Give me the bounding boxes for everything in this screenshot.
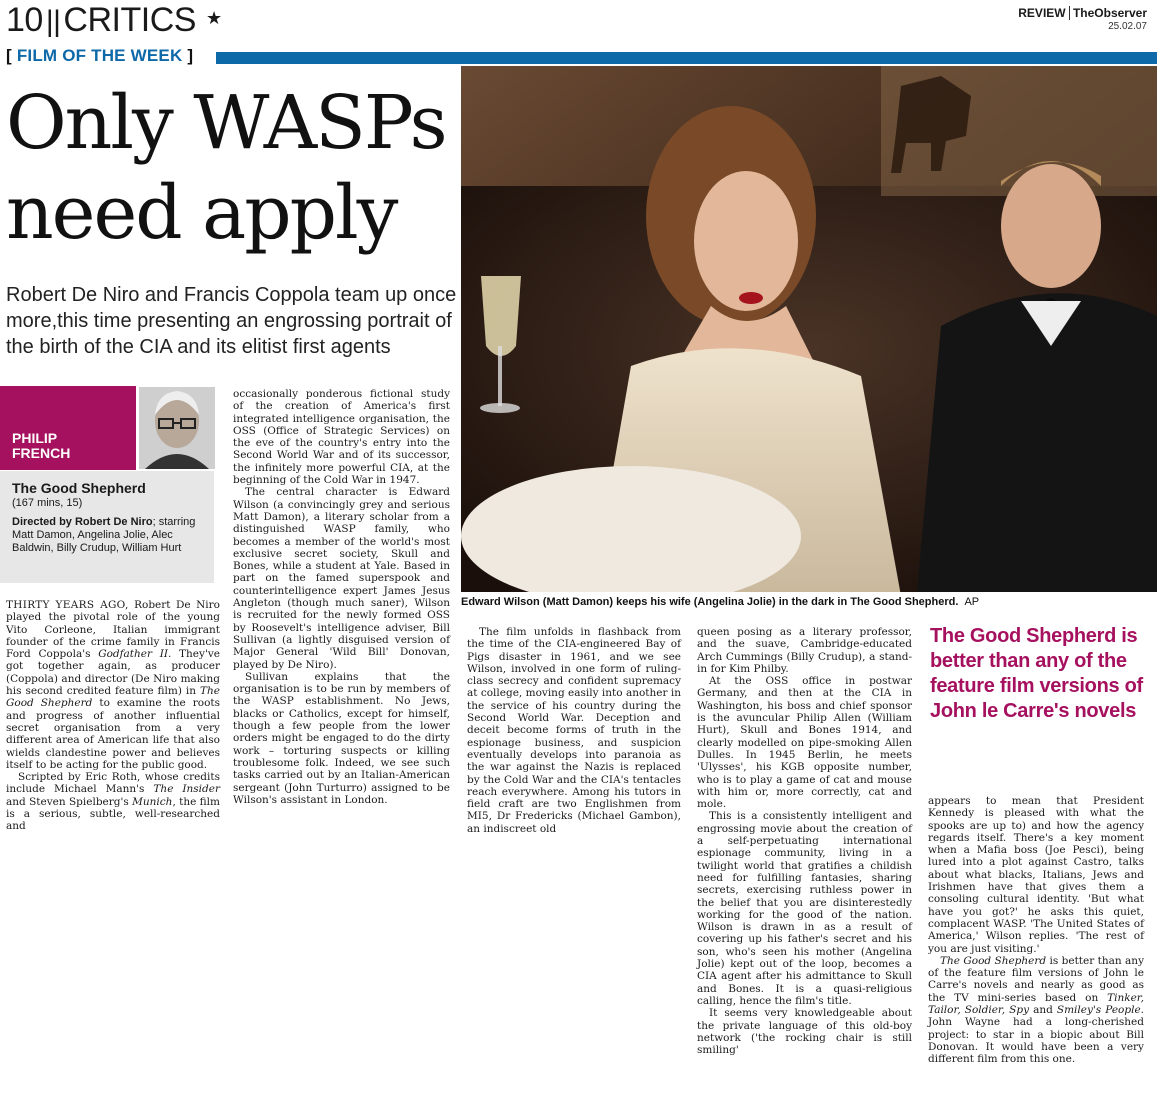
film-credits (12, 516, 208, 555)
paragraph: It seems very knowledgeable about the private language of this old-boy network ('the rocking chair is still smiling' (697, 1007, 912, 1057)
text-run: to examine the roots and progress of another influential secret organisation from a very different area of American life that also wields clandestine power and believes itself to be acting for the public good. (6, 697, 221, 771)
body-column-1 (6, 599, 220, 833)
kicker (6, 46, 193, 66)
kicker-bracket-open: [ (6, 46, 12, 65)
paragraph (6, 771, 220, 832)
masthead-section: REVIEW (1018, 6, 1066, 20)
kicker-bracket-close: ] (187, 46, 194, 65)
paragraph (928, 795, 1144, 955)
film-still-photo (461, 66, 1157, 592)
critic-portrait (139, 387, 215, 469)
italic-title: Smiley's People (1056, 1004, 1141, 1017)
paragraph: The central character is Edward Wilson (a convincingly grey and serious Matt Damon), a literary scholar from a distinguished WASP family, who becomes a member of the world's most exclusive secret society, Skull and Bones, while a student at Yale. Based in part on the famed superspook and counterintelligence expert James Jesus Angleton (though much saner), Wilson is recruited for the newly formed OSS by Roosevelt's intelligence adviser, Bill Sullivan (a lightly disguised version of Major General 'Wild Bill' Donovan, played by De Niro). (233, 486, 450, 671)
text-run: . John Wayne had a long-cherished project: to star in a biopic about Bill Donovan. It would have been a very different film from this one. (928, 1004, 1144, 1066)
paragraph: occasionally ponderous fictional study of the creation of America's first integrated intelligence organisation, the OSS (Office of Strategic Services) on the eve of the country's entry into the Second World War and of its successor, the infinitely more powerful CIA, at the beginning of the Cold War in 1947. (233, 388, 450, 487)
kicker-label: FILM OF THE WEEK (16, 46, 183, 65)
italic-title: Tinker, Tailor, Soldier, Spy (928, 991, 1144, 1017)
text-run: appears to mean that President Kennedy is pleased with what the spooks are up to) and how the agency regards itself. There's a key moment when a Mafia boss (Joe Pesci), being lured into a plot against Castro, talks about what blacks, Italians, Jews and Irishmen have that gives them a consoling cultural identity. 'But what have you got?' he asks this quiet, complacent WASP. 'The United States of America,' Wilson replies. 'The rest of you are just visiting.' (928, 795, 1144, 955)
caption-text: Edward Wilson (Matt Damon) keeps his wife (Angelina Jolie) in the dark in The Good Shepherd. (461, 596, 959, 608)
header-separator: || (45, 5, 61, 38)
text-run: is better than any of the feature film versions of John le Carre's novels and nearly as good as the TV mini-series based on (928, 954, 1144, 1004)
paragraph: Sullivan explains that the organisation is to be run by members of the WASP establishment. No Jews, blacks or Catholics, except for himself, though a few people from the lower orders might be engaged to do the dirty work – torturing suspects or killing troublesome folk. Indeed, we see such tasks carried out by an Italian-American sergeant (John Turturro) assigned to be Wilson's assistant in London. (233, 670, 450, 806)
pull-quote: The Good Shepherd is better than any of the feature film versions of John le Carre's novels (930, 625, 1143, 722)
italic-title: The Good Shepherd (6, 685, 220, 710)
film-runtime-rating: (167 mins, 15) (12, 497, 83, 509)
body-column-3 (467, 626, 681, 835)
section-name: CRITICS (63, 1, 196, 39)
body-column-2 (233, 388, 450, 806)
masthead (1018, 6, 1147, 32)
text-run: Scripted by Eric Roth, whose credits include Michael Mann's (6, 771, 220, 796)
byline-first-name: PHILIP (12, 430, 58, 446)
paragraph: The film unfolds in flashback from the time of the CIA-engineered Bay of Pigs disaster in 1961, and we see Wilson, involved in one form of ruling-class secrecy and confident supremacy at college, moving easily into another in the service of his country during the Second World War. Deception and deceit become forms of truth in the espionage business, and suspicion eventually develops into paranoia as the war against the Nazis is replaced by the Cold War and the CIA's tentacles reach everywhere. Among his tutors in field craft are two Englishmen from MI5, Dr Fredericks (Michael Gambon), an indiscreet old (467, 626, 681, 835)
text-run: and Steven Spielberg's (6, 795, 133, 808)
byline-name (12, 431, 70, 461)
text-run: , the film is a serious, subtle, well-researched and (6, 795, 221, 833)
text-run: Robert De Niro played the pivotal role of the young Vito Corleone, Italian immigrant founder of the crime family in Francis Ford Coppola's (6, 599, 220, 661)
photo-caption (461, 596, 1157, 608)
italic-title: Godfather II (98, 648, 168, 661)
critic-portrait-illustration (139, 387, 215, 469)
star-icon: ★ (206, 8, 223, 29)
page-header (6, 2, 196, 40)
masthead-paper: TheObserver (1069, 6, 1147, 20)
italic-title: Munich (132, 795, 173, 808)
paragraph: queen posing as a literary professor, and the suave, Cambridge-educated Arch Cummings (Billy Crudup), a stand-in for Kim Philby. (697, 626, 912, 675)
byline-last-name: FRENCH (12, 445, 71, 461)
cast-credit: ; starring Matt Damon, Angelina Jolie, Alec Baldwin, Billy Crudup, William Hurt (12, 516, 196, 554)
body-column-4 (697, 626, 912, 1056)
headline: Only WASPs need apply (6, 80, 446, 256)
paragraph: This is a consistently intelligent and engrossing movie about the creation of a self-perpetuating international espionage community, living in a twilight world that gratifies a childish need for fulfilling fantasies, sharing secrets, exercising ruthless power in the belief that you are disinterestedly working for the good of the nation. Wilson is drawn in as a result of covering up his father's secret and his son, who's seen his mother (Angelina Jolie) kept out of the loop, becomes a CIA agent after his admittance to Skull and Bones. It is a quasi-religious calling, hence the film's title. (697, 810, 912, 1007)
body-column-5 (928, 795, 1144, 1066)
text-run: . They've got together again, as producer (Coppola) and director (De Niro making his second credited feature film) in (6, 648, 220, 698)
paragraph (6, 599, 220, 771)
paragraph (928, 955, 1144, 1066)
text-run: and (1029, 1004, 1057, 1017)
italic-title: The Insider (153, 783, 220, 796)
film-still-illustration (461, 66, 1157, 592)
director-credit: Directed by Robert De Niro (12, 516, 153, 528)
issue-date: 25.02.07 (1108, 21, 1147, 32)
section-rule (216, 52, 1157, 64)
photo-credit: AP (964, 596, 980, 608)
italic-title: The Good Shepherd (940, 954, 1047, 967)
paragraph: At the OSS office in postwar Germany, and then at the CIA in Washington, his boss and chief sponsor is the avuncular Philip Allen (William Hurt), Skull and Bones 1914, and clearly modelled on pipe-smoking Allen Dulles. In 1945 Berlin, he meets 'Ulysses', his KGB opposite number, who is to play a game of cat and mouse with him or, more correctly, cat and mole. (697, 675, 912, 811)
drop-lead: THIRTY YEARS AGO, (6, 599, 129, 611)
film-title: The Good Shepherd (12, 480, 146, 496)
standfirst: Robert De Niro and Francis Coppola team up once more,this time presenting an engrossing portrait of the birth of the CIA and its elitist first agents (6, 284, 457, 358)
page-number: 10 (6, 1, 43, 39)
